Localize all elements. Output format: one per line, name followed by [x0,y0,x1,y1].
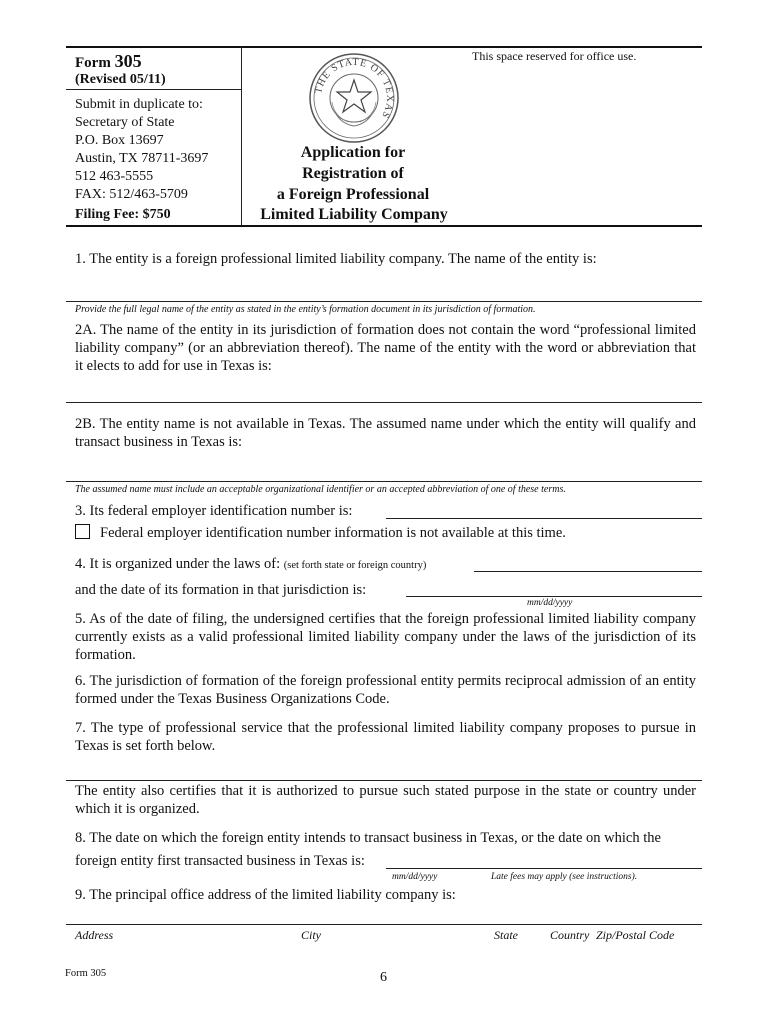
fein-unavailable-checkbox[interactable] [75,524,90,539]
item-2b-text: 2B. The entity name is not available in Texas. The assumed name under which the entity will qualify and transact business in Texas is: [75,416,696,450]
form-number: Form 305 [75,51,142,71]
business-date-field[interactable] [386,868,702,869]
item-1-note: Provide the full legal name of the entity as stated in the entity’s formation document in its jurisdiction of formation. [75,304,536,315]
item-7-certification: The entity also certifies that it is authorized to pursue such stated purpose in the state or country under which it is organized. [75,783,696,817]
item-3-text: 3. Its federal employer identification number is: [75,503,353,519]
address-field[interactable] [66,924,702,925]
svg-text:THE STATE OF TEXAS [313,57,395,121]
entity-name-field[interactable] [66,301,702,302]
title-line-1: Application for [300,144,406,161]
state-label: State [494,928,518,942]
item-9-text: 9. The principal office address of the limited liability company is: [75,887,456,903]
seal-text: THE STATE OF TEXAS [313,56,396,121]
item-5-text: 5. As of the date of filing, the undersigned certifies that the foreign professional limited liability company currently exists as a valid professional limited liability company under the laws of the jurisdiction of its formation. [75,611,696,663]
country-label: Country [550,928,590,942]
formation-date-label: and the date of its formation in that jurisdiction is: [75,582,367,598]
filing-fee: Filing Fee: $750 [75,207,171,222]
zip-label: Zip/Postal Code [596,928,675,942]
item-2a-text: 2A. The name of the entity in its jurisdiction of formation does not contain the word “professional limited liability company” (or an abbreviation thereof). The name of the entity with the word or abbreviation that it elects to add for use in Texas is: [75,322,696,374]
submit-line-5: 512 463-5555 [75,169,154,184]
submit-line-1: Submit in duplicate to: [75,97,203,112]
jurisdiction-field[interactable] [474,571,702,572]
header-bottom-rule [66,225,702,227]
professional-service-field[interactable] [66,780,702,781]
item-7-text: 7. The type of professional service that the professional limited liability company proposes to pursue in Texas is set forth below. [75,720,696,754]
fein-field[interactable] [386,518,702,519]
texas-seal-icon [308,52,400,144]
item-4-label: 4. It is organized under the laws of: [75,556,281,572]
form-number-rule [66,89,241,90]
submit-line-3: P.O. Box 13697 [75,133,164,148]
header-top-rule [66,46,702,48]
submit-line-2: Secretary of State [75,115,175,130]
header-divider [241,47,242,225]
late-fee-note: Late fees may apply (see instructions). [491,872,638,882]
item-4-text [75,555,426,575]
fein-unavailable-label: Federal employer identification number information is not available at this time. [100,525,566,541]
item-4-note: (set forth state or foreign country) [283,560,427,571]
business-date-format: mm/dd/yyyy [392,872,438,882]
submit-line-6: FAX: 512/463-5709 [75,187,188,202]
texas-name-field[interactable] [66,402,702,403]
footer-form-label: Form 305 [65,968,107,979]
title-line-2: Registration of [302,165,404,182]
address-label: Address [75,928,114,942]
title-line-3: a Foreign Professional [276,186,430,203]
item-8-text: 8. The date on which the foreign entity intends to transact business in Texas, or the date on which the [75,830,661,846]
item-8-text-b: foreign entity first transacted business in Texas is: [75,853,365,869]
item-6-text: 6. The jurisdiction of formation of the foreign professional entity permits reciprocal admission of an entity formed under the Texas Business Organizations Code. [75,673,696,707]
formation-date-format: mm/dd/yyyy [527,598,573,608]
item-2b-note: The assumed name must include an acceptable organizational identifier or an accepted abbreviation of one of these terms. [75,484,566,495]
city-label: City [301,928,321,942]
submit-line-4: Austin, TX 78711-3697 [75,151,209,166]
office-use-note: This space reserved for office use. [472,49,637,63]
assumed-name-field[interactable] [66,481,702,482]
formation-date-field[interactable] [406,596,702,597]
title-line-4: Limited Liability Company [260,206,448,223]
page-number: 6 [380,970,387,985]
revised-date: (Revised 05/11) [75,72,166,87]
item-1-text: 1. The entity is a foreign professional limited liability company. The name of the entity is: [75,251,597,267]
